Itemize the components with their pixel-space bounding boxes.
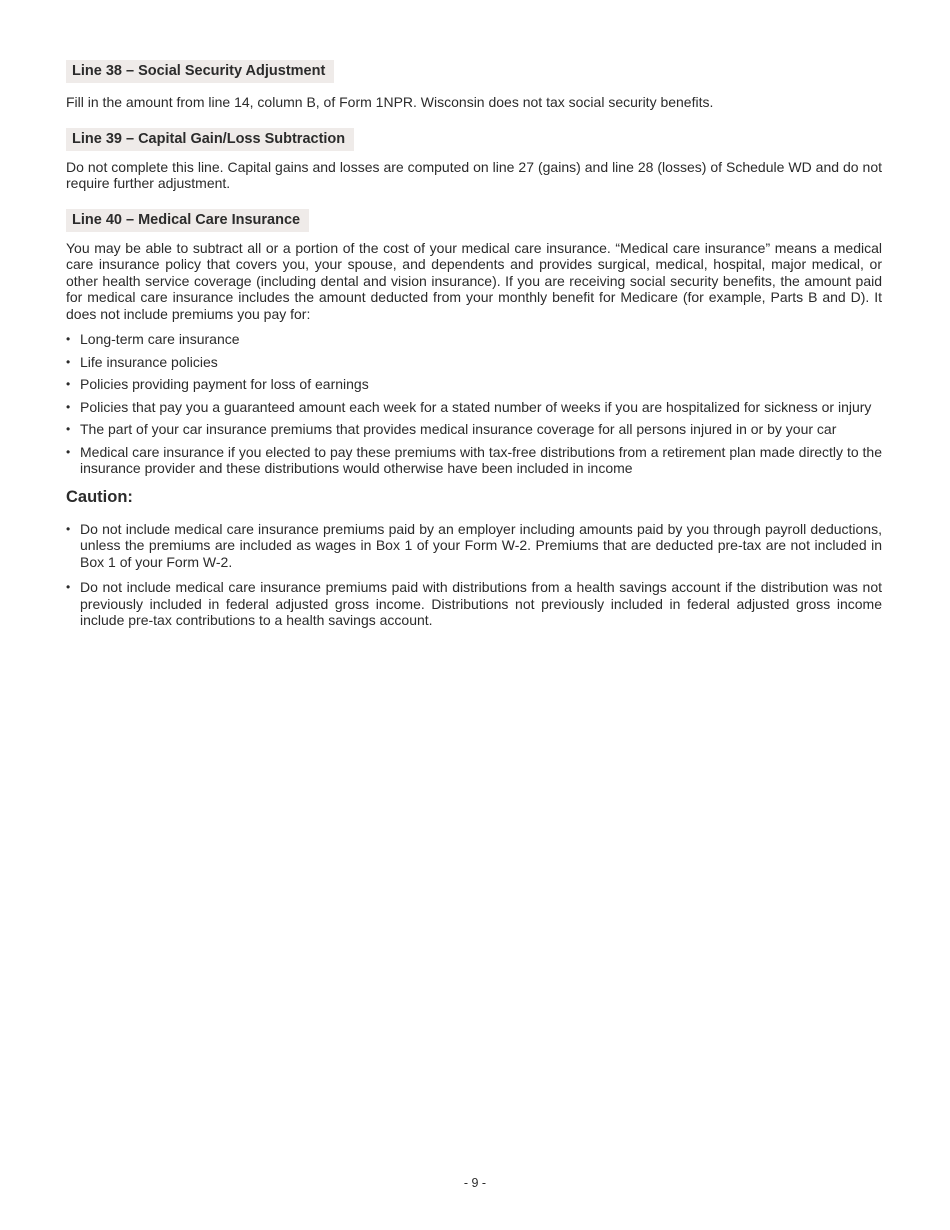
- section-heading-line-39: Line 39 – Capital Gain/Loss Subtraction: [66, 128, 354, 151]
- bullet-icon: •: [66, 354, 71, 369]
- section-line-40: [66, 209, 882, 477]
- list-item: [66, 421, 882, 438]
- list-item-text: Life insurance policies: [80, 353, 218, 370]
- section-heading-line-38: Line 38 – Social Security Adjustment: [66, 60, 334, 83]
- bullet-icon: •: [66, 377, 71, 391]
- bullet-icon: •: [66, 332, 71, 346]
- list-item: [66, 331, 882, 348]
- list-item: [66, 521, 882, 571]
- section-line-38: [66, 60, 882, 111]
- section-heading-line-40: Line 40 – Medical Care Insurance: [66, 209, 309, 232]
- list-item: [66, 376, 882, 393]
- bullet-icon: •: [66, 521, 71, 536]
- section-line-39: [66, 128, 882, 192]
- bullet-icon: •: [66, 580, 71, 594]
- list-item-text: Medical care insurance if you elected to pay these premiums with tax-free distributions from a retirement plan made directly to the insurance provider and these distributions would otherwise have been included in income: [80, 443, 882, 476]
- list-item-text: Policies that pay you a guaranteed amount each week for a stated number of weeks if you are hospitalized for sickness or injury: [80, 398, 872, 415]
- list-item: [66, 444, 882, 477]
- section-body-line-40: You may be able to subtract all or a portion of the cost of your medical care insurance. “Medical care insurance” means a medical care insurance policy that covers you, your spouse, and dependents and provides surgical, medical, hospital, major medical, or other health service coverage (including dental and vision insurance). If you are receiving social security benefits, the amount paid for medical care insurance includes the amount deducted from your monthly benefit for Medicare (for example, Parts B and D). It does not include premiums you pay for:: [66, 239, 882, 322]
- list-item-text: The part of your car insurance premiums that provides medical insurance coverage for all persons injured in or by your car: [80, 421, 837, 437]
- exclusions-list: [66, 331, 882, 477]
- bullet-icon: •: [66, 444, 71, 459]
- bullet-icon: •: [66, 399, 71, 414]
- list-item-text: Long-term care insurance: [80, 331, 240, 347]
- list-item: [66, 399, 882, 416]
- caution-title: Caution:: [66, 487, 133, 506]
- document-page: [66, 60, 882, 638]
- list-item-text: Do not include medical care insurance premiums paid by an employer including amounts paid by you through payroll deductions, unless the premiums are included as wages in Box 1 of your Form W-2. Premiums that are deducted pre-tax are not included in Box 1 of your Form W-2.: [80, 520, 882, 570]
- caution-list: [66, 521, 882, 629]
- list-item: [66, 579, 882, 629]
- list-item: [66, 354, 882, 371]
- caution-section: [66, 487, 882, 629]
- section-body-line-38: Fill in the amount from line 14, column B, of Form 1NPR. Wisconsin does not tax social security benefits.: [66, 94, 714, 110]
- section-body-line-39: Do not complete this line. Capital gains and losses are computed on line 27 (gains) and line 28 (losses) of Schedule WD and do not require further adjustment.: [66, 158, 882, 191]
- list-item-text: Policies providing payment for loss of earnings: [80, 376, 369, 392]
- page-number: - 9 -: [463, 1176, 487, 1190]
- list-item-text: Do not include medical care insurance premiums paid with distributions from a health savings account if the distribution was not previously included in federal adjusted gross income. Distributions not previously included in federal adjusted gross income include pre-tax contributions to a health savings account.: [80, 579, 882, 628]
- bullet-icon: •: [66, 422, 71, 436]
